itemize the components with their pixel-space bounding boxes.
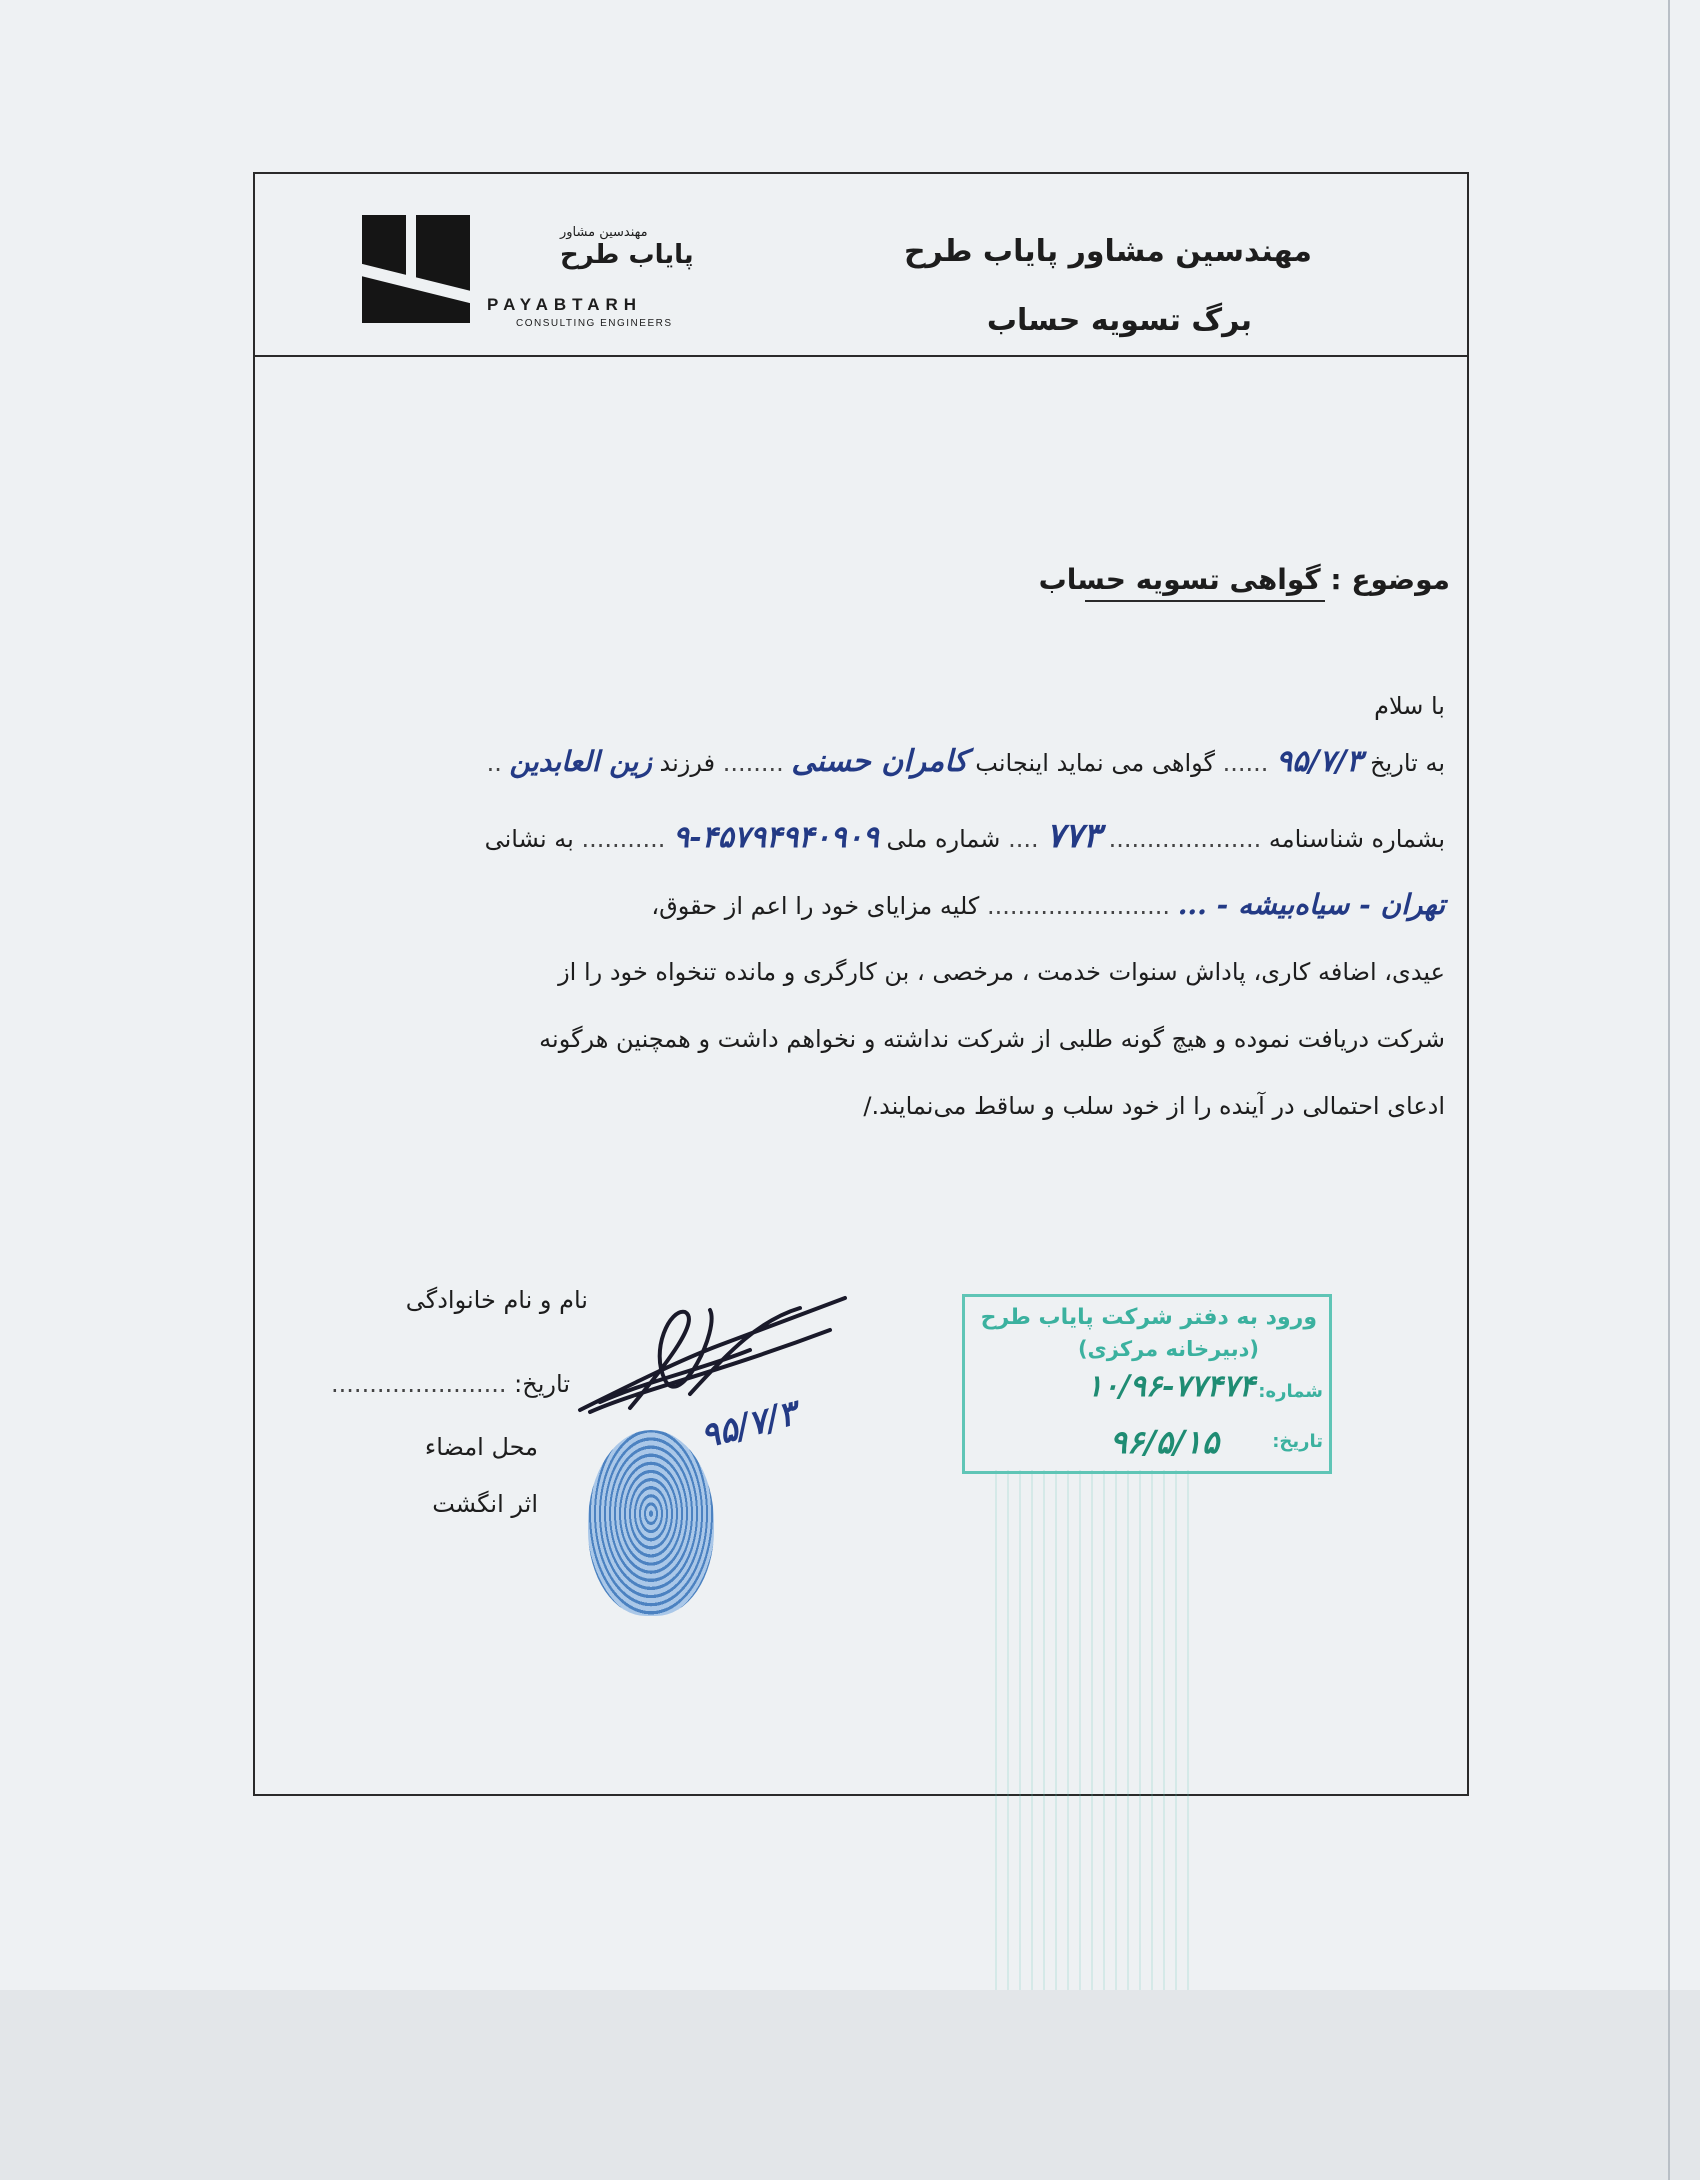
line1-text-b: گواهی می نماید اینجانب [975, 749, 1215, 777]
subject-underline [1085, 600, 1325, 602]
stamp-date-value: ۹۶/۵/۱۵ [1109, 1423, 1219, 1461]
entry-stamp [962, 1294, 1332, 1474]
header-divider [253, 355, 1469, 357]
body-line-2: بشماره شناسنامه .................... ۷۷۳ .... شماره ملی ۴۵۷۹۴۹۴۰۹۰۹-۹ ........... به نشانی [484, 816, 1445, 856]
handwritten-father-name: زین العابدین [509, 745, 652, 778]
scan-bottom-band [0, 1990, 1700, 2180]
handwritten-date: ۹۵/۷/۳ [1276, 744, 1363, 779]
line1-text-c: فرزند [659, 749, 716, 777]
signature-place-label: محل امضاء [424, 1433, 538, 1461]
stamp-line-2: (دبیرخانه مرکزی) [1077, 1337, 1259, 1361]
handwritten-name: کامران حسنی [791, 744, 968, 779]
stamp-date-label: تاریخ: [1272, 1431, 1323, 1452]
body-line-1: به تاریخ ۹۵/۷/۳ ...... گواهی می نماید اینجانب کامران حسنی ........ فرزند زین العابدین .. [486, 744, 1445, 779]
line3-text: کلیه مزایای خود را اعم از حقوق، [651, 892, 980, 920]
company-name: مهندسین مشاور پایاب طرح [903, 234, 1312, 269]
fingerprint-mark [588, 1430, 714, 1616]
body-line-4: عیدی، اضافه کاری، پاداش سنوات خدمت ، مرخصی ، بن کارگری و مانده تنخواه خود را از [558, 958, 1445, 986]
handwritten-address: تهران - سیاه‌بیشه - ... [1177, 888, 1445, 921]
line2-text-c: به نشانی [484, 825, 574, 853]
stamp-line-1: ورود به دفتر شرکت پایاب طرح [980, 1305, 1317, 1330]
logo-mark-icon [362, 215, 470, 323]
body-line-5: شرکت دریافت نموده و هیچ گونه طلبی از شرکت نداشته و نخواهم داشت و همچنین هرگونه [539, 1025, 1445, 1053]
scan-edge-line [1668, 0, 1670, 2180]
handwritten-sign-date: ۹۵/۷/۳ [696, 1393, 802, 1457]
stamp-number-label: شماره: [1258, 1381, 1323, 1402]
handwritten-national-id: ۴۵۷۹۴۹۴۰۹۰۹-۹ [673, 820, 879, 855]
subject-line: موضوع : گواهی تسویه حساب [1038, 563, 1450, 596]
body-line-3: تهران - سیاه‌بیشه - ... ........................ کلیه مزایای خود را اعم از حقوق، [651, 888, 1445, 921]
signature-scribble [560, 1290, 860, 1430]
line1-text-a: به تاریخ [1370, 749, 1445, 777]
form-title: برگ تسویه حساب [986, 303, 1252, 338]
greeting: با سلام [1374, 692, 1445, 720]
handwritten-id-number: ۷۷۳ [1046, 816, 1102, 856]
stamp-number-value: ۱۰/۹۶-۷۷۴۷۴ [1086, 1369, 1255, 1404]
fingerprint-label: اثر انگشت [432, 1490, 538, 1518]
logo-english-sub: CONSULTING ENGINEERS [516, 318, 673, 329]
logo-persian-small: مهندسین مشاور [560, 225, 648, 240]
logo-english-name: PAYABTARH [487, 295, 643, 314]
body-line-6: ادعای احتمالی در آینده را از خود سلب و ساقط می‌نمایند./ [863, 1092, 1445, 1120]
date-label: تاریخ: ....................... [331, 1370, 570, 1398]
line2-text-b: شماره ملی [886, 825, 1001, 853]
name-label: نام و نام خانوادگی [405, 1286, 588, 1314]
line2-text-a: بشماره شناسنامه [1268, 825, 1445, 853]
stamp-bleed-lines [995, 1470, 1195, 1990]
logo-persian-name: پایاب طرح [560, 240, 694, 270]
